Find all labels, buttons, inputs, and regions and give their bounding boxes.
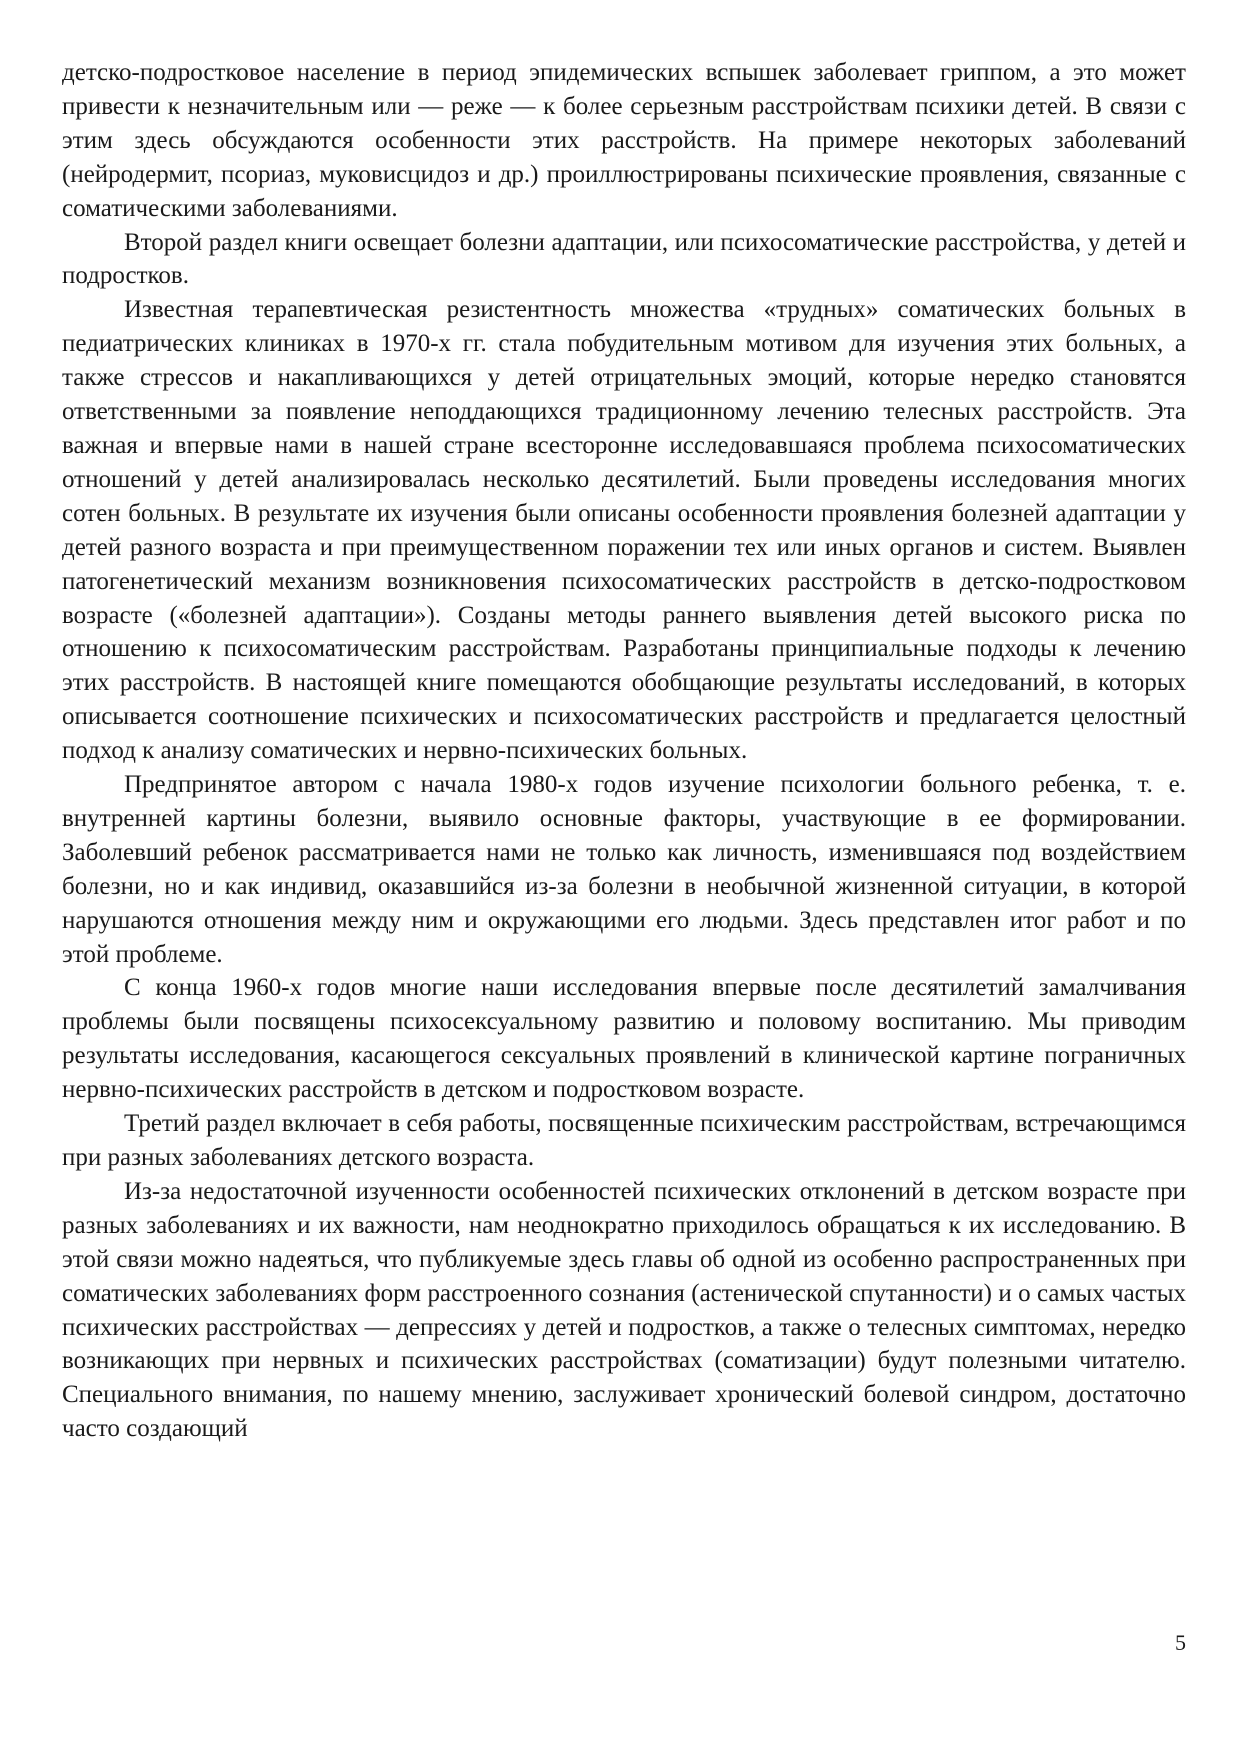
paragraph: Из-за недостаточной изученности особенностей психических отклонений в детском возрасте при разных заболеваниях и их важности, нам неоднократно приходилось обращаться к их исследованию. В этой связи можно надеяться, что публикуемые здесь главы об одной из особенно распространенных при соматических заболеваниях форм расстроенного сознания (астенической спутанности) и о самых частых психических расстройствах — депрессиях у детей и подростков, а также о телесных симптомах, нередко возникающих при нервных и психических расстройствах (соматизации) будут полезными читателю. Специального внимания, по нашему мнению, заслуживает хронический болевой синдром, достаточно часто создающий <box>62 1177 1186 1443</box>
paragraph: Второй раздел книги освещает болезни адаптации, или психосоматические расстройства, у детей и подростков. <box>62 228 1186 290</box>
paragraph: С конца 1960-х годов многие наши исследования впервые после десятилетий замалчивания проблемы были посвящены психосексуальному развитию и половому воспитанию. Мы приводим результаты исследования, касающегося сексуальных проявлений в клинической картине пограничных нервно-психических расстройств в детском и подростковом возрасте. <box>62 974 1186 1104</box>
body-text <box>62 56 1186 1446</box>
page-number: 5 <box>1175 1630 1186 1655</box>
paragraph-continuation: детско-подростковое население в период эпидемических вспышек заболевает гриппом, а это может привести к незначительным или — реже — к более серьезным расстройствам психики детей. В связи с этим здесь обсуждаются особенности этих расстройств. На примере некоторых заболеваний (нейродермит, псориаз, муковисцидоз и др.) проиллюстрированы психические проявления, связанные с соматическими заболеваниями. <box>62 59 1186 222</box>
paragraph: Предпринятое автором с начала 1980-х годов изучение психологии больного ребенка, т. е. внутренней картины болезни, выявило основные факторы, участвующие в ее формировании. Заболевший ребенок рассматривается нами не только как личность, изменившаяся под воздействием болезни, но и как индивид, оказавшийся из-за болезни в необычной жизненной ситуации, в которой нарушаются отношения между ним и окружающими его людьми. Здесь представлен итог работ и по этой проблеме. <box>62 771 1186 968</box>
paragraph: Известная терапевтическая резистентность множества «трудных» соматических больных в педиатрических клиниках в 1970-х гг. стала побудительным мотивом для изучения этих больных, а также стрессов и накапливающихся у детей отрицательных эмоций, которые нередко становятся ответственными за появление неподдающихся традиционному лечению телесных расстройств. Эта важная и впервые нами в нашей стране всесторонне исследовавшаяся проблема психосоматических отношений у детей анализировалась несколько десятилетий. Были проведены исследования многих сотен больных. В результате их изучения были описаны особенности проявления болезней адаптации у детей разного возраста и при преимущественном поражении тех или иных органов и систем. Выявлен патогенетический механизм возникновения психосоматических расстройств в детско-подростковом возрасте («болезней адаптации»). Созданы методы раннего выявления детей высокого риска по отношению к психосоматическим расстройствам. Разработаны принципиальные подходы к лечению этих расстройств. В настоящей книге помещаются обобщающие результаты исследований, в которых описывается соотношение психических и психосоматических расстройств и предлагается целостный подход к анализу соматических и нервно-психических больных. <box>62 296 1186 765</box>
paragraph: Третий раздел включает в себя работы, посвященные психическим расстройствам, встречающимся при разных заболеваниях детского возраста. <box>62 1110 1186 1171</box>
